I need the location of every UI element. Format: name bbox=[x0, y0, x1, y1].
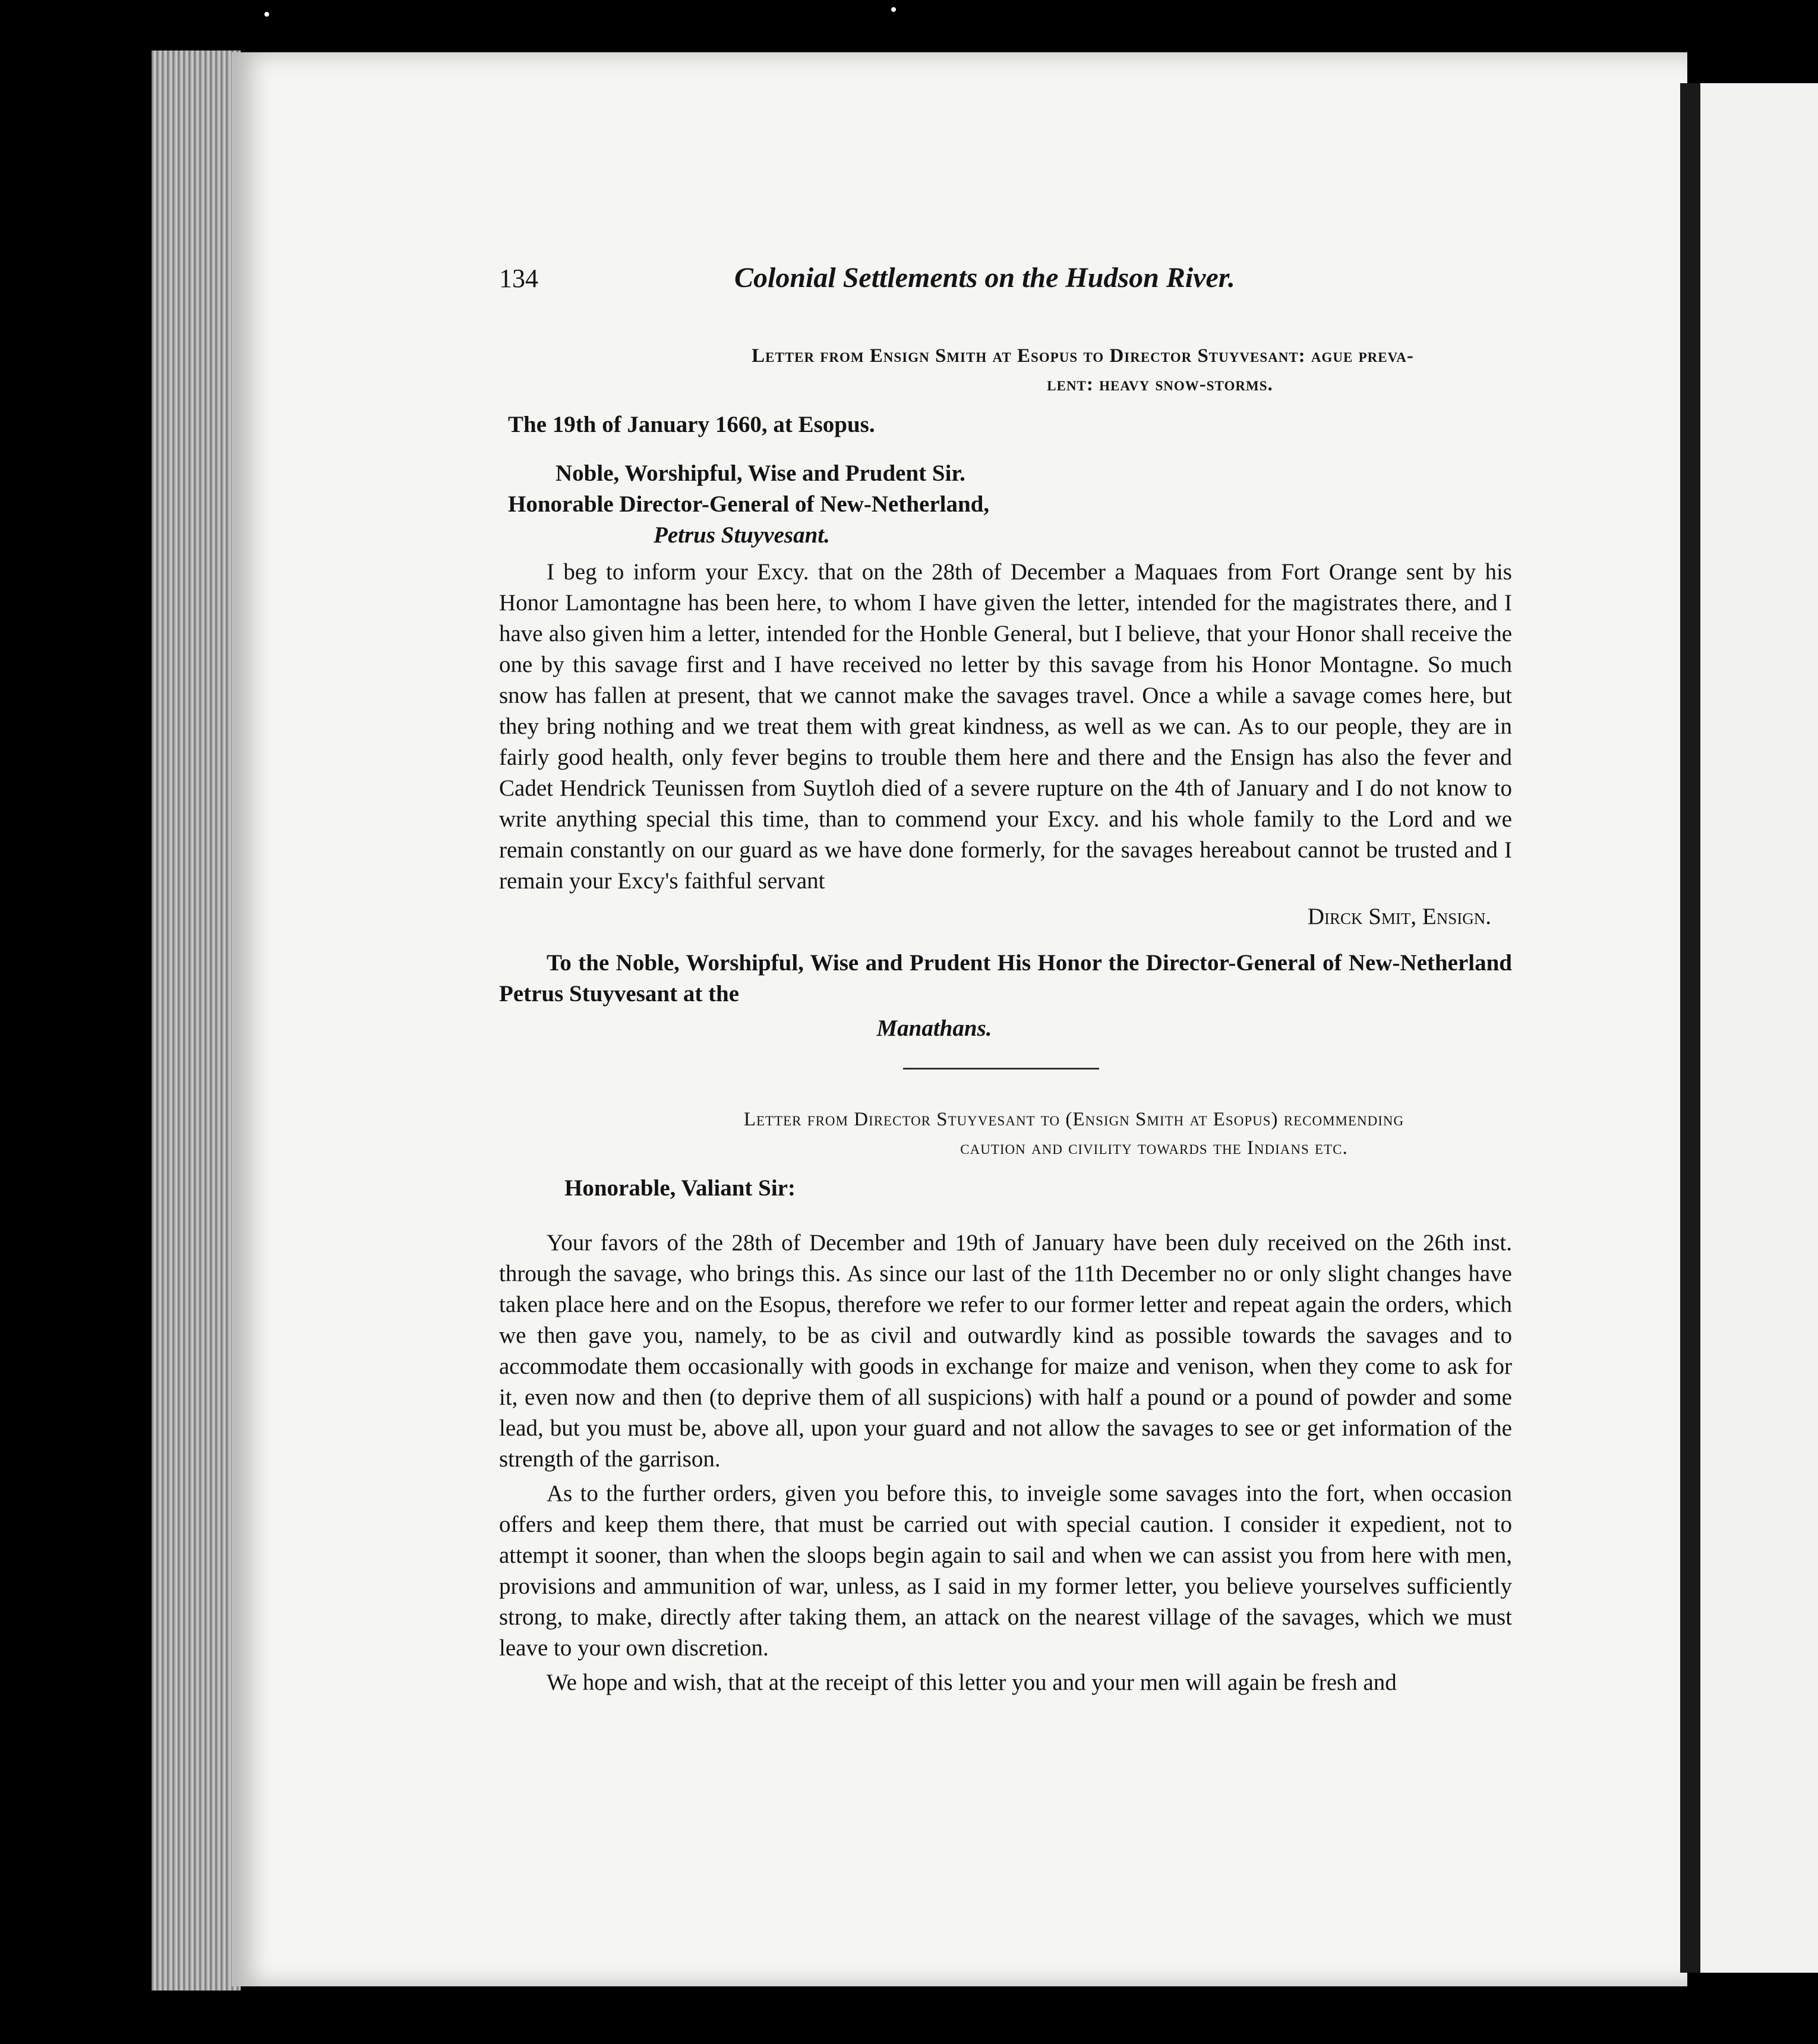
letter-one-signature: Dirck Smit, Ensign. bbox=[1307, 904, 1491, 929]
letter-one bbox=[499, 342, 1512, 1044]
letter-two-paragraph2: As to the further orders, given you before this, to inveigle some savages into the fort, when occasion offers and keep them there, that must be carried out with special caution. I consider it expedient, not to attempt it sooner, than when the sloops begin again to sail and when we can assist you from here with men, provisions and ammunition of war, unless, as I said in my former letter, you believe yourselves sufficiently strong, to make, directly after taking them, an attack on the nearest village of the savages, which we must leave to your own discretion. bbox=[499, 1481, 1512, 1661]
page-number: 134 bbox=[499, 264, 538, 293]
scan-speck bbox=[264, 12, 269, 17]
page-text bbox=[499, 261, 1512, 1698]
letter-one-address-line2: Honorable Director-General of New-Netherland, bbox=[508, 491, 990, 517]
scan-speck bbox=[891, 7, 896, 12]
running-title: Colonial Settlements on the Hudson River. bbox=[734, 262, 1235, 294]
letter-two bbox=[499, 1105, 1512, 1698]
letter-two-salutation: Honorable, Valiant Sir: bbox=[564, 1175, 796, 1201]
letter-one-date: The 19th of January 1660, at Esopus. bbox=[508, 412, 875, 437]
section-divider bbox=[903, 1068, 1099, 1070]
facing-page-edge bbox=[1700, 83, 1818, 1973]
book-gutter bbox=[1680, 83, 1700, 1973]
running-head bbox=[499, 261, 1512, 294]
letter-two-paragraph3: We hope and wish, that at the receipt of this letter you and your men will again be fresh and bbox=[547, 1670, 1397, 1695]
letter-two-paragraph1: Your favors of the 28th of December and 19th of January have been duly received on the 26th inst. through the savage, who brings this. As since our last of the 11th December no or only slight changes have taken place here and on the Esopus, therefore we refer to our former letter and repeat again the orders, which we then gave you, namely, to be as civil and outwardly kind as possible towards the savages and to accommodate them occasionally with goods in exchange for maize and venison, when they come to ask for it, even now and then (to deprive them of all suspicions) with half a pound or a pound of powder and some lead, but you must be, above all, upon your guard and not allow the savages to see or get information of the strength of the garrison. bbox=[499, 1230, 1512, 1472]
letter-two-heading-line2: caution and civility towards the Indians etc. bbox=[960, 1137, 1348, 1159]
letter-one-address-line3: Petrus Stuyvesant. bbox=[654, 522, 830, 548]
letter-two-heading-line1: Letter from Director Stuyvesant to (Ensign Smith at Esopus) recommending bbox=[743, 1109, 1404, 1130]
letter-one-addressee: To the Noble, Worshipful, Wise and Prudent His Honor the Director-General of New-Netherland Petrus Stuyvesant at the bbox=[499, 950, 1512, 1007]
letter-one-destination: Manathans. bbox=[876, 1015, 992, 1041]
book-page-edges bbox=[152, 51, 241, 1991]
letter-one-heading-line1: Letter from Ensign Smith at Esopus to Director Stuyvesant: ague preva- bbox=[752, 345, 1414, 367]
letter-one-heading-line2: lent: heavy snow-storms. bbox=[1047, 374, 1273, 395]
letter-one-body: I beg to inform your Excy. that on the 28th of December a Maquaes from Fort Orange sent by his Honor Lamontagne has been here, to whom I have given the letter, intended for the magistrates there, and I have also given him a letter, intended for the Honble General, but I believe, that your Honor shall receive the one by this savage first and I have received no letter by this savage from his Honor Montagne. So much snow has fallen at present, that we cannot make the savages travel. Once a while a savage comes here, but they bring nothing and we treat them with great kindness, as well as we can. As to our people, they are in fairly good health, only fever begins to trouble them here and there and the Ensign has also the fever and Cadet Hendrick Teunissen from Suytloh died of a severe rupture on the 4th of January and I do not know to write anything special this time, than to commend your Excy. and his whole family to the Lord and we remain constantly on our guard as we have done formerly, for the savages hereabout cannot be trusted and I remain your Excy's faithful servant bbox=[499, 559, 1512, 894]
letter-one-address-line1: Noble, Worshipful, Wise and Prudent Sir. bbox=[556, 460, 965, 486]
